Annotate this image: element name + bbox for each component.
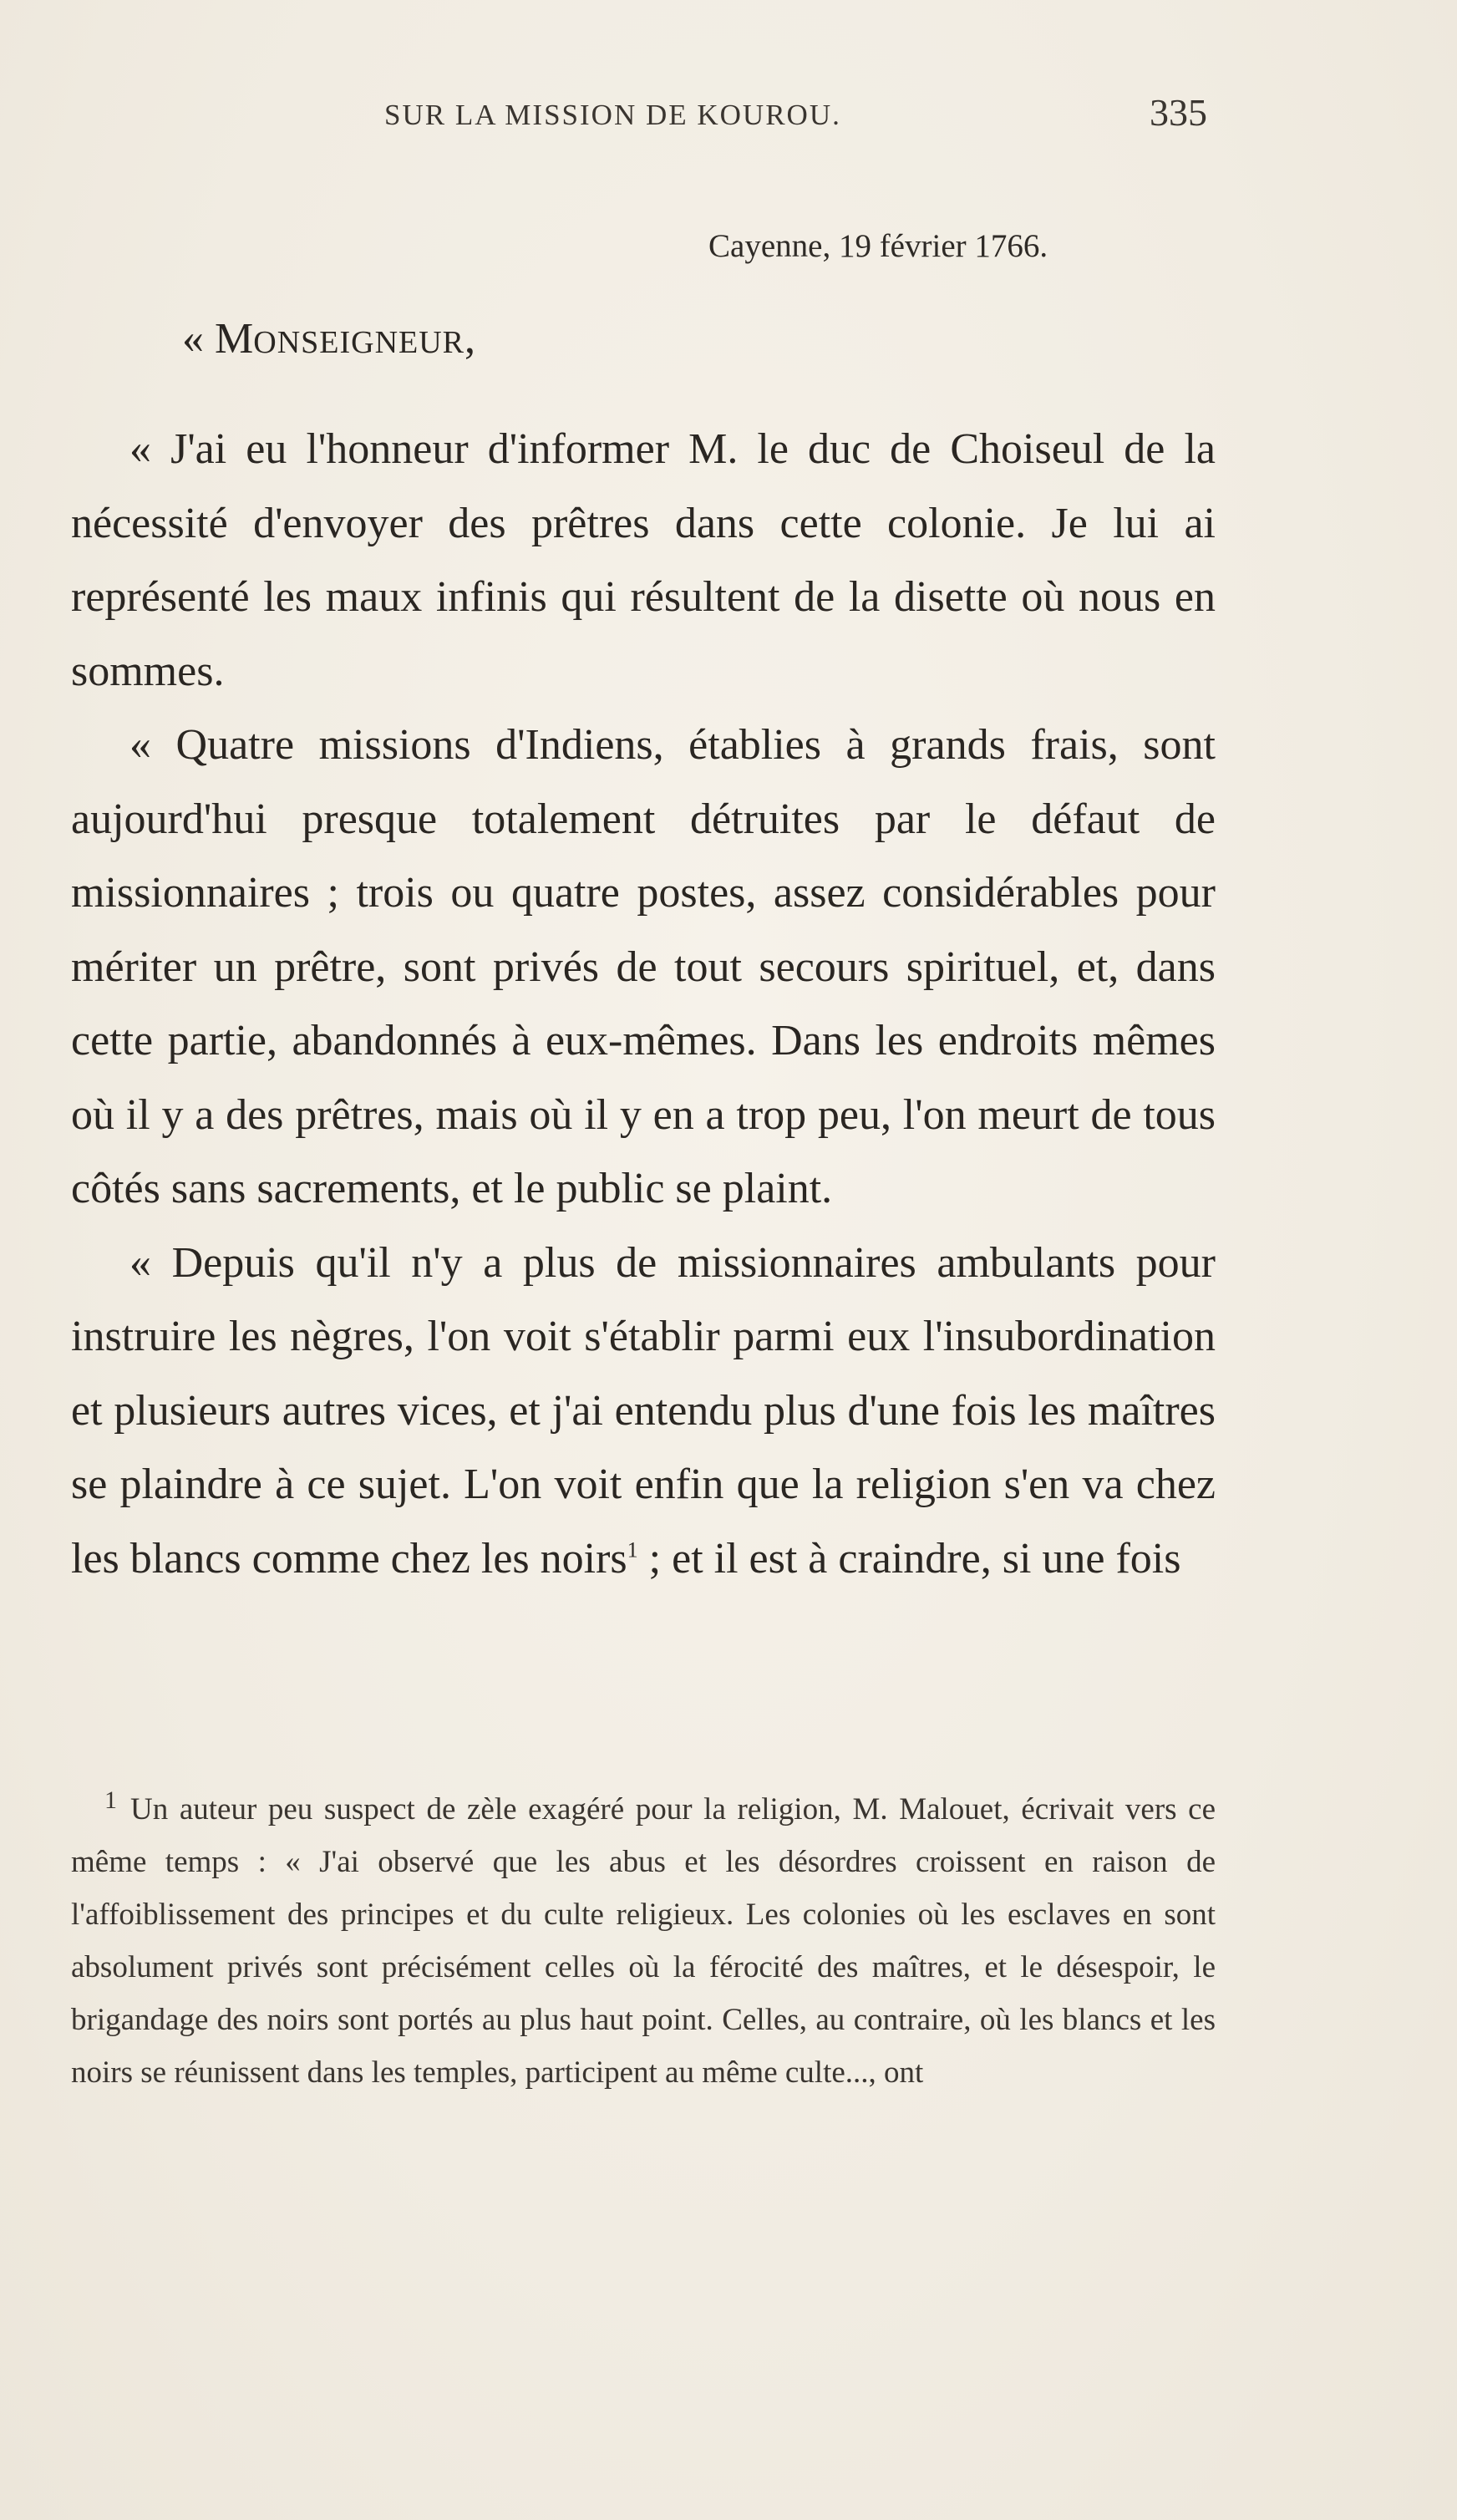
body-paragraph-3 xyxy=(71,1227,1216,1597)
body-paragraph-2: « Quatre missions d'Indiens, établies à grands frais, sont aujourd'hui presque totalement détruites par le défaut de missionnaires ; trois ou quatre postes, assez considérables pour mériter un prêtre, sont privés de tout secours spirituel, et, dans cette partie, abandonnés à eux-mêmes. Dans les endroits mêmes où il y a des prêtres, mais où il y en a trop peu, l'on meurt de tous côtés sans sacrements, et le public se plaint. xyxy=(71,721,1216,1212)
salutation-prefix: « M xyxy=(182,315,254,363)
footnote-reference: 1 xyxy=(627,1537,638,1562)
running-head: SUR LA MISSION DE KOUROU. xyxy=(384,99,841,131)
footnote-marker: 1 xyxy=(104,1786,117,1814)
body-paragraph-3-text: « Depuis qu'il n'y a plus de missionnaires ambulants pour instruire les nègres, l'on voit s'établir parmi eux l'insubordination et plusieurs autres vices, et j'ai entendu plus d'une fois les maîtres se plaindre à ce sujet. L'on voit enfin que la religion s'en va chez les blancs comme chez les noirs xyxy=(71,1238,1216,1583)
footnote-text: Un auteur peu suspect de zèle exagéré pour la religion, M. Malouet, écrivait vers ce même temps : « J'ai observé que les abus et les désordres croissent en raison de l'affoiblissement des principes et du culte religieux. Les colonies où les esclaves en sont absolument privés sont précisément celles où la férocité des maîtres, et le désespoir, le brigandage des noirs sont portés au plus haut point. Celles, au contraire, où les blancs et les noirs se réunissent dans les temples, participent au même culte..., ont xyxy=(71,1792,1216,2090)
salutation-suffix: , xyxy=(465,315,476,363)
page-number: 335 xyxy=(1150,91,1207,134)
footnotes xyxy=(71,1783,1216,2099)
body-paragraph-3-tail: ; et il est à craindre, si une fois xyxy=(637,1534,1181,1583)
letter-salutation xyxy=(182,314,475,363)
letter-dateline: Cayenne, 19 février 1766. xyxy=(708,228,1048,264)
footnote-1 xyxy=(71,1783,1216,2099)
body-paragraph-1: « J'ai eu l'honneur d'informer M. le duc de Choiseul de la nécessité d'envoyer des prêtres dans cette colonie. Je lui ai représenté les maux infinis qui résultent de la disette où nous en sommes. xyxy=(71,425,1216,695)
salutation-small-caps: ONSEIGNEUR xyxy=(253,325,465,360)
letter-body xyxy=(71,413,1216,1596)
